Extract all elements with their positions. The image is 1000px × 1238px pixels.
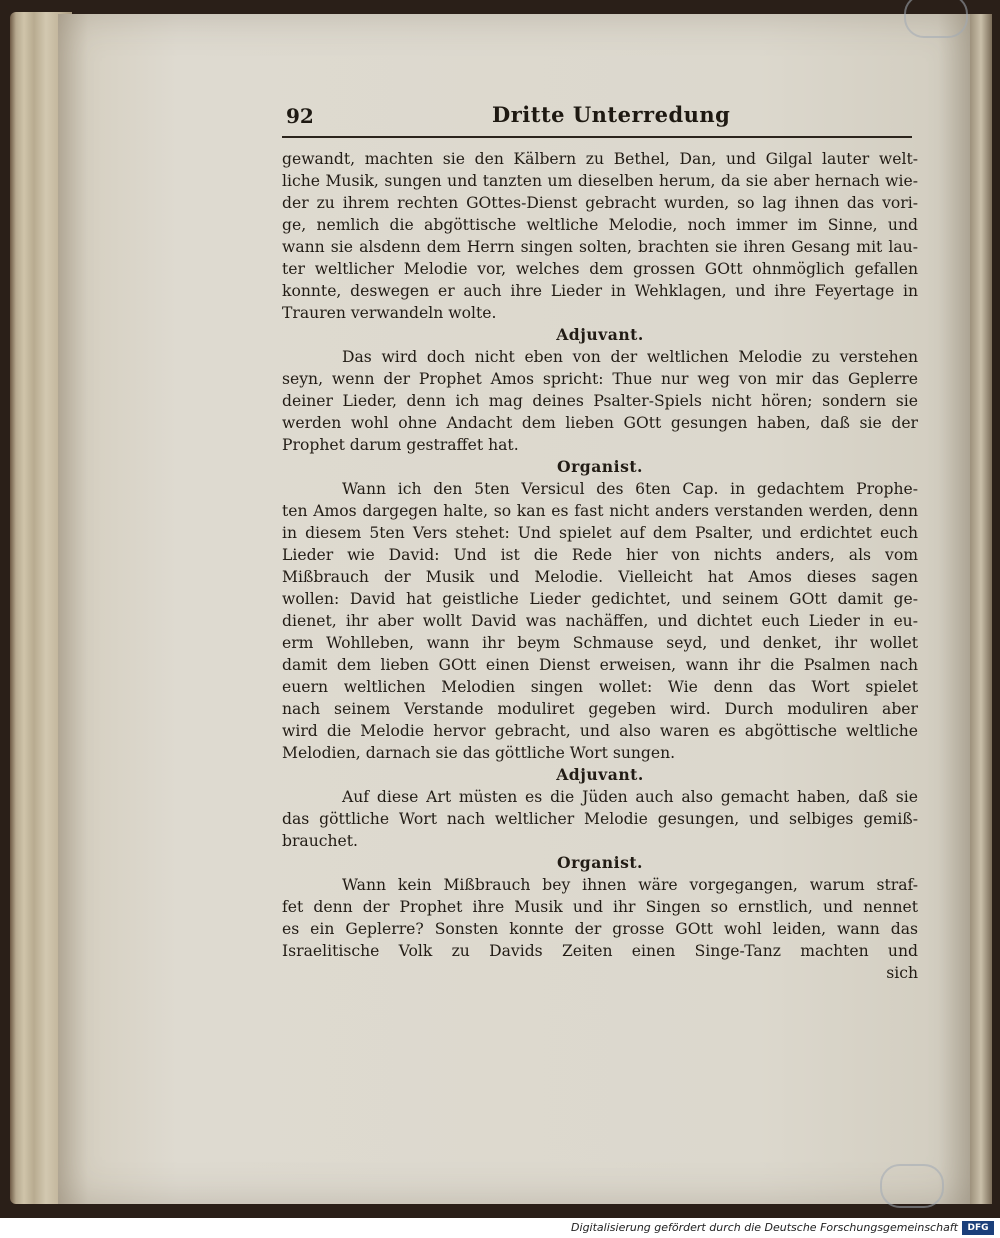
text-line: ge, nemlich die abgöttische weltliche Melodie, noch immer im Sinne, und — [282, 216, 918, 234]
text-line: das göttliche Wort nach weltlicher Melodie gesungen, und selbiges gemiß- — [282, 810, 918, 828]
text-line: Wann ich den 5ten Versicul des 6ten Cap. in gedachtem Prophe- — [342, 480, 918, 498]
text-line: ten Amos dargegen halte, so kan es fast nicht anders verstanden werden, denn — [282, 502, 918, 520]
page-edge-right — [970, 14, 992, 1204]
running-title: Dritte Unterredung — [492, 102, 731, 127]
book-clip-bottom — [880, 1164, 944, 1208]
text-line: wann sie alsdenn dem Herrn singen solten, brachten sie ihren Gesang mit lau- — [282, 238, 918, 256]
speaker-heading: Adjuvant. — [556, 765, 644, 784]
book-clip-top — [904, 0, 968, 38]
footer-bar — [0, 1218, 1000, 1238]
text-line: Auf diese Art müsten es die Jüden auch also gemacht haben, daß sie — [342, 788, 918, 806]
text-line: damit dem lieben GOtt einen Dienst erweisen, wann ihr die Psalmen nach — [282, 656, 918, 674]
body-text — [282, 148, 918, 984]
text-line: erm Wohlleben, wann ihr beym Schmause seyd, und denket, ihr wollet — [282, 634, 918, 652]
speaker-heading: Organist. — [557, 457, 643, 476]
text-line: werden wohl ohne Andacht dem lieben GOtt gesungen haben, daß sie der — [282, 414, 918, 432]
text-line: Das wird doch nicht eben von der weltlichen Melodie zu verstehen — [342, 348, 918, 366]
text-line: Trauren verwandeln wolte. — [282, 304, 497, 322]
text-line: dienet, ihr aber wollt David was nachäffen, und dichtet euch Lieder in eu- — [282, 612, 918, 630]
text-line: liche Musik, sungen und tanzten um dieselben herum, da sie aber hernach wie- — [282, 172, 918, 190]
text-line: deiner Lieder, denn ich mag deines Psalter-Spiels nicht hören; sondern sie — [282, 392, 918, 410]
text-line: Mißbrauch der Musik und Melodie. Vielleicht hat Amos dieses sagen — [282, 568, 918, 586]
text-line: gewandt, machten sie den Kälbern zu Bethel, Dan, und Gilgal lauter welt- — [282, 150, 918, 168]
text-line: wollen: David hat geistliche Lieder gedichtet, und seinem GOtt damit ge- — [282, 590, 918, 608]
text-line: Israelitische Volk zu Davids Zeiten einen Singe-Tanz machten und — [282, 942, 918, 960]
text-line: Prophet darum gestraffet hat. — [282, 436, 519, 454]
speaker-heading: Adjuvant. — [556, 325, 644, 344]
text-line: Melodien, darnach sie das göttliche Wort sungen. — [282, 744, 676, 762]
page-number: 92 — [286, 104, 314, 128]
text-line: der zu ihrem rechten GOttes-Dienst gebracht wurden, so lag ihnen das vori- — [282, 194, 918, 212]
text-line: in diesem 5ten Vers stehet: Und spielet auf dem Psalter, und erdichtet euch — [282, 524, 918, 542]
dfg-logo: DFG — [962, 1221, 994, 1235]
catchword: sich — [886, 964, 918, 982]
speaker-heading: Organist. — [557, 853, 643, 872]
footer-credit: Digitalisierung gefördert durch die Deutsche Forschungsgemeinschaft — [571, 1221, 958, 1234]
text-line: brauchet. — [282, 832, 359, 850]
text-line: nach seinem Verstande moduliret gegeben wird. Durch moduliren aber — [282, 700, 918, 718]
text-line: seyn, wenn der Prophet Amos spricht: Thue nur weg von mir das Geplerre — [282, 370, 918, 388]
text-line: konnte, deswegen er auch ihre Lieder in Wehklagen, und ihre Feyertage in — [282, 282, 918, 300]
page-header — [282, 100, 912, 138]
text-line: es ein Geplerre? Sonsten konnte der grosse GOtt wohl leiden, wann das — [282, 920, 918, 938]
text-line: ter weltlicher Melodie vor, welches dem grossen GOtt ohnmöglich gefallen — [282, 260, 918, 278]
text-line: fet denn der Prophet ihre Musik und ihr Singen so ernstlich, und nennet — [282, 898, 918, 916]
text-line: Wann kein Mißbrauch bey ihnen wäre vorgegangen, warum straf- — [342, 876, 918, 894]
text-line: Lieder wie David: Und ist die Rede hier von nichts anders, als vom — [282, 546, 918, 564]
text-line: euern weltlichen Melodien singen wollet: Wie denn das Wort spielet — [282, 678, 918, 696]
text-line: wird die Melodie hervor gebracht, und also waren es abgöttische weltliche — [282, 722, 918, 740]
